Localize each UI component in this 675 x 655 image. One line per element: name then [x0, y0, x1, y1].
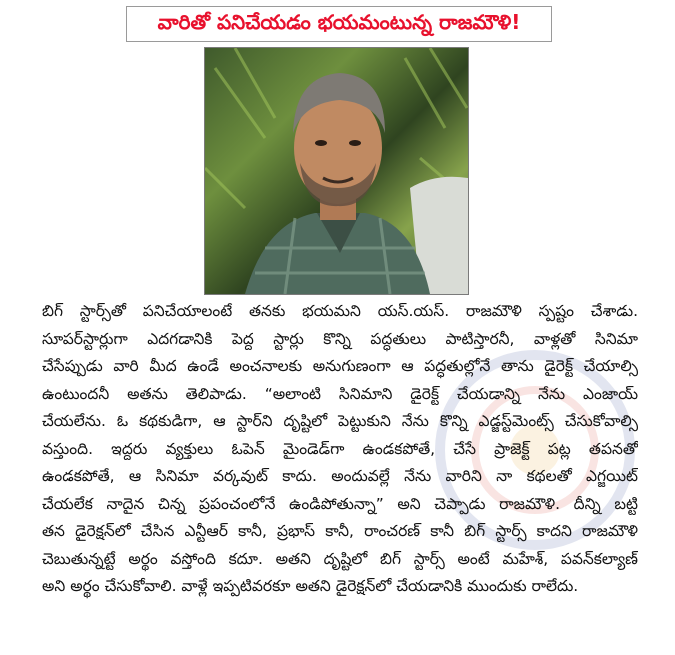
article-line: బిగ్ స్టార్స్‌తో పనిచేయాలంటే తనకు భయమని యస్.యస్. రాజమౌళి స్పష్టం చేశాడు. [42, 302, 638, 320]
article-body [42, 298, 638, 601]
headline-box [126, 6, 552, 42]
article-line: చేయలేక నాదైన చిన్న ప్రపంచంలోనే ఉండిపోతున్నా” అని చెప్పాడు రాజమౌళి. దీన్ని బట్టి [42, 494, 638, 513]
headline: వారితో పనిచేయడం భయమంటున్న రాజమౌళి! [157, 9, 521, 34]
article-line: చేయలేను. ఓ కథకుడిగా, ఆ స్టార్‌ని దృష్టిలో పెట్టుకుని నేను కొన్ని ఎడ్జస్ట్‌మెంట్స్ చేసుకోవాల్సి [42, 412, 638, 430]
article-line: వస్తుంది. ఇద్దరు వ్యక్తులు ఓపెన్ మైండెడ్‌గా ఉండకపోతే, చేసే ప్రాజెక్ట్ పట్ల తపనతో [42, 439, 638, 458]
article-line: ఉండకపోతే, ఆ సినిమా వర్కవుట్ కాదు. అందువల్లే నేను వారిని నా కథలతో ఎగ్జయిట్ [42, 467, 638, 485]
portrait-photo [204, 47, 469, 295]
article-line: సూపర్‌స్టార్లుగా ఎదగడానికి పెద్ద స్టార్లు కొన్ని పద్ధతులు పాటిస్తారనీ, వాళ్లతో సినిమా [42, 329, 638, 348]
article-line: చేసేప్పుడు వారి మీద ఉండే అంచనాలకు అనుగుణంగా ఆ పద్ధతుల్లోనే తాను డైరెక్ట్ చేయాల్సి [42, 357, 638, 375]
article-line: అని అర్థం చేసుకోవాలి. వాళ్లే ఇప్పటివరకూ అతని డైరెక్షన్‌లో చేయడానికి ముందుకు రాలేదు. [42, 577, 579, 595]
article-line: తన డైరెక్షన్‌లో చేసిన ఎన్టీఆర్ కానీ, ప్రభాస్ కానీ, రాంచరణ్ కానీ బిగ్ స్టార్స్ కాదని రాజమౌళి [42, 522, 638, 540]
portrait-photo-art [205, 48, 468, 294]
article-line: ఉంటుందనీ అతను తెలిపాడు. “అలాంటి సినిమాని డైరెక్ట్ చేయడాన్ని నేను ఎంజాయ్ [42, 384, 638, 403]
article-line: చెబుతున్నట్టే అర్థం వస్తోంది కదూ. అతని దృష్టిలో బిగ్ స్టార్స్ అంటే మహేశ్, పవన్‌కల్యాణ్ [42, 549, 638, 568]
